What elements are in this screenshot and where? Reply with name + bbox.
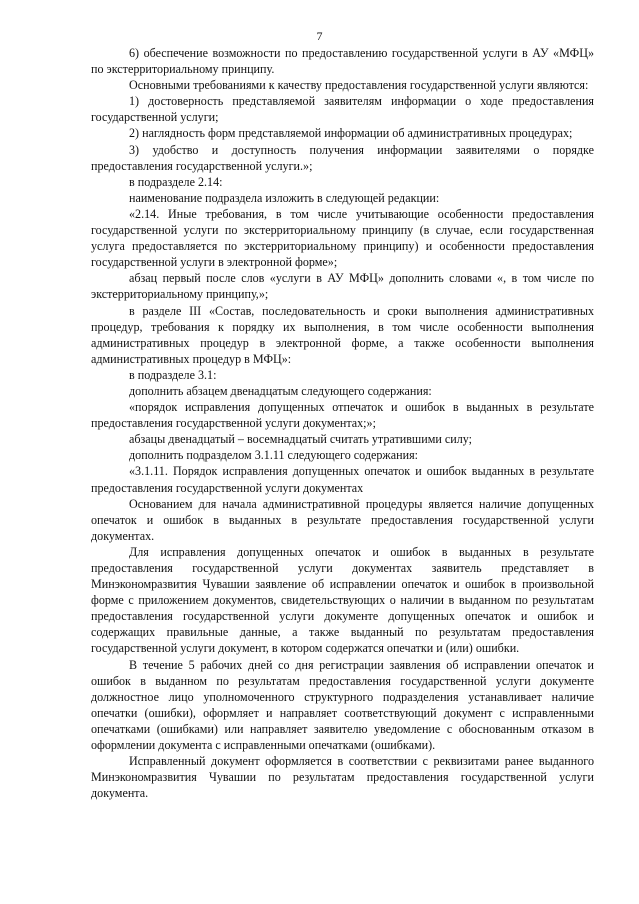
paragraph: В течение 5 рабочих дней со дня регистрации заявления об исправлении опечаток и ошибок в выданном по результатам предоставления государственной услуги документе должностное лицо уполномоченного структурного подразделения устанавливает наличие опечатки (ошибки), оформляет и направляет соответствующий документ с исправленными опечатками (ошибками) или направляет заявителю уведомление с обоснованным отказом в оформлении документа с исправленными опечатками (ошибками). [91, 657, 594, 753]
paragraph: абзацы двенадцатый – восемнадцатый считать утратившими силу; [129, 432, 472, 447]
paragraph: абзац первый после слов «услуги в АУ МФЦ» дополнить словами «, в том числе по экстерриториальному принципу,»; [91, 271, 594, 302]
paragraph: дополнить подразделом 3.1.11 следующего содержания: [129, 448, 418, 463]
paragraph: 6) обеспечение возможности по предоставлению государственной услуги в АУ «МФЦ» по экстерриториальному принципу. [91, 46, 594, 77]
paragraph: «2.14. Иные требования, в том числе учитывающие особенности предоставления государственной услуги по экстерриториальному принципу (в случае, если государственная услуга предоставляется по экстерриториальному принципу) и особенности предоставления государственной услуги в электронной форме»; [91, 206, 594, 270]
paragraph: в разделе III «Состав, последовательность и сроки выполнения административных процедур, требования к порядку их выполнения, в том числе особенности выполнения административных процедур в электронной форме, а также особенности выполнения административных процедур в МФЦ»: [91, 303, 594, 366]
paragraph: 1) достоверность представляемой заявителям информации о ходе предоставления государственной услуги; [91, 94, 594, 125]
page-number: 7 [316, 29, 323, 43]
paragraph: наименование подраздела изложить в следующей редакции: [129, 190, 440, 205]
document-body [91, 45, 594, 801]
paragraph: Для исправления допущенных опечаток и ошибок в выданных в результате предоставления государственной услуги документах заявитель представляет в Минэкономразвития Чувашии заявление об исправлении опечаток и ошибок в произвольной форме с приложением документов, свидетельствующих о наличии в выданном по результатам предоставления государственной услуги документе допущенных опечаток и ошибок и содержащих правильные данные, а также выданный по результатам предоставления государственной услуги документ, в котором содержатся опечатки и (или) ошибки. [91, 544, 594, 656]
paragraph: 3) удобство и доступность получения информации заявителями о порядке предоставления государственной услуги.»; [91, 142, 594, 173]
paragraph: «3.1.11. Порядок исправления допущенных опечаток и ошибок выданных в результате предоставления государственной услуги документах [91, 464, 594, 495]
paragraph: дополнить абзацем двенадцатым следующего содержания: [129, 383, 432, 398]
paragraph: «порядок исправления допущенных отпечаток и ошибок в выданных в результате предоставления государственной услуги документах;»; [91, 400, 594, 431]
paragraph: в подразделе 3.1: [129, 367, 217, 382]
paragraph: Исправленный документ оформляется в соответствии с реквизитами ранее выданного Минэкономразвития Чувашии по результатам предоставления государственной услуги документа. [91, 754, 594, 801]
paragraph: Основными требованиями к качеству предоставления государственной услуги являются: [129, 78, 589, 93]
paragraph: в подразделе 2.14: [129, 174, 223, 189]
paragraph: 2) наглядность форм представляемой информации об административных процедурах; [129, 126, 573, 141]
paragraph: Основанием для начала административной процедуры является наличие допущенных опечаток и ошибок в выданных в результате предоставления государственной услуги документах. [91, 496, 594, 543]
